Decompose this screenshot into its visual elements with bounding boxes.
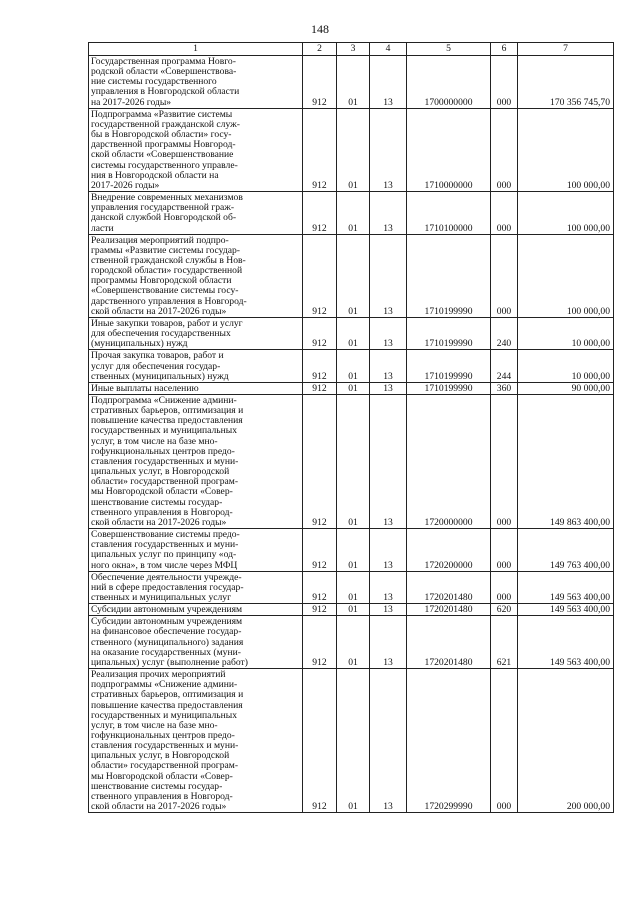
row-subsection: 13 xyxy=(370,56,407,109)
row-subsection: 13 xyxy=(370,669,407,813)
row-expense-type: 000 xyxy=(491,669,518,813)
row-admin-code: 912 xyxy=(303,56,337,109)
row-expense-type: 000 xyxy=(491,529,518,572)
row-target-article: 1720201480 xyxy=(407,616,491,669)
header-col-7: 7 xyxy=(518,43,614,56)
table-row xyxy=(89,529,614,572)
table-row xyxy=(89,669,614,813)
table-row xyxy=(89,317,614,349)
table-row xyxy=(89,350,614,382)
row-amount: 149 563 400,00 xyxy=(518,571,614,603)
row-section: 01 xyxy=(337,108,370,191)
row-section: 01 xyxy=(337,192,370,235)
row-section: 01 xyxy=(337,382,370,394)
page-number: 148 xyxy=(311,22,329,36)
table-row xyxy=(89,616,614,669)
row-description: Реализация мероприятий подпро- граммы «Развитие системы государ- ственной гражданской службы в Нов- городской области» государственной программы Новгородской области «Совершенствование системы госу- дарственного управления в Новгород- ской области на 2017-2026 годы» xyxy=(89,234,303,317)
row-amount: 90 000,00 xyxy=(518,382,614,394)
row-admin-code: 912 xyxy=(303,382,337,394)
row-section: 01 xyxy=(337,571,370,603)
row-target-article: 1710199990 xyxy=(407,350,491,382)
row-admin-code: 912 xyxy=(303,616,337,669)
header-col-1: 1 xyxy=(89,43,303,56)
table-row xyxy=(89,604,614,616)
row-description: Подпрограмма «Развитие системы государственной гражданской служ- бы в Новгородской области» госу- дарственной программы Новгород- ской области «Совершенствование системы государственного управле- ния в Новгородской области на 2017-2026 годы» xyxy=(89,108,303,191)
header-col-4: 4 xyxy=(370,43,407,56)
row-target-article: 1710100000 xyxy=(407,192,491,235)
row-expense-type: 000 xyxy=(491,108,518,191)
row-target-article: 1710000000 xyxy=(407,108,491,191)
row-expense-type: 621 xyxy=(491,616,518,669)
header-col-5: 5 xyxy=(407,43,491,56)
row-subsection: 13 xyxy=(370,108,407,191)
row-section: 01 xyxy=(337,395,370,529)
header-col-2: 2 xyxy=(303,43,337,56)
header-col-3: 3 xyxy=(337,43,370,56)
row-target-article: 1700000000 xyxy=(407,56,491,109)
row-description: Иные выплаты населению xyxy=(89,382,303,394)
budget-table xyxy=(88,42,614,813)
row-subsection: 13 xyxy=(370,382,407,394)
row-description: Субсидии автономным учреждениям xyxy=(89,604,303,616)
row-section: 01 xyxy=(337,604,370,616)
row-amount: 10 000,00 xyxy=(518,317,614,349)
table-row xyxy=(89,395,614,529)
row-target-article: 1720299990 xyxy=(407,669,491,813)
row-target-article: 1720200000 xyxy=(407,529,491,572)
row-section: 01 xyxy=(337,317,370,349)
row-target-article: 1720000000 xyxy=(407,395,491,529)
row-expense-type: 000 xyxy=(491,192,518,235)
row-target-article: 1720201480 xyxy=(407,604,491,616)
row-amount: 170 356 745,70 xyxy=(518,56,614,109)
row-admin-code: 912 xyxy=(303,192,337,235)
row-section: 01 xyxy=(337,350,370,382)
row-admin-code: 912 xyxy=(303,317,337,349)
row-description: Прочая закупка товаров, работ и услуг для обеспечения государ- ственных (муниципальных) нужд xyxy=(89,350,303,382)
row-admin-code: 912 xyxy=(303,571,337,603)
row-expense-type: 000 xyxy=(491,571,518,603)
row-subsection: 13 xyxy=(370,571,407,603)
row-amount: 149 563 400,00 xyxy=(518,604,614,616)
table-row xyxy=(89,192,614,235)
row-subsection: 13 xyxy=(370,616,407,669)
row-description: Подпрограмма «Снижение админи- стративных барьеров, оптимизация и повышение качества предоставления государственных и муниципальных услуг, в том числе на базе мно- гофункциональных центров предо- ставления государственных и муни- ципальных услуг, в Новгородской области» государственной програм- мы Новгородской области «Совер- шенствование системы государ- ственного управления в Новгород- ской области на 2017-2026 годы» xyxy=(89,395,303,529)
row-description: Субсидии автономным учреждениям на финансовое обеспечение государ- ственного (муниципального) задания на оказание государственных (муни- ципальных) услуг (выполнение работ) xyxy=(89,616,303,669)
row-subsection: 13 xyxy=(370,529,407,572)
row-description: Реализация прочих мероприятий подпрограммы «Снижение админи- стративных барьеров, оптимизация и повышение качества предоставления государственных и муниципальных услуг, в том числе на базе мно- гофункциональных центров предо- ставления государственных и муни- ципальных услуг, в Новгородской области» государственной програм- мы Новгородской области «Совер- шенствование системы государ- ственного управления в Новгород- ской области на 2017-2026 годы» xyxy=(89,669,303,813)
header-col-6: 6 xyxy=(491,43,518,56)
row-description: Совершенствование системы предо- ставления государственных и муни- ципальных услуг по принципу «од- ного окна», в том числе через МФЦ xyxy=(89,529,303,572)
row-description: Обеспечение деятельности учрежде- ний в сфере предоставления государ- ственных и муниципальных услуг xyxy=(89,571,303,603)
row-admin-code: 912 xyxy=(303,529,337,572)
row-amount: 100 000,00 xyxy=(518,234,614,317)
row-section: 01 xyxy=(337,669,370,813)
row-admin-code: 912 xyxy=(303,669,337,813)
row-target-article: 1720201480 xyxy=(407,571,491,603)
row-section: 01 xyxy=(337,529,370,572)
row-section: 01 xyxy=(337,616,370,669)
row-subsection: 13 xyxy=(370,234,407,317)
row-target-article: 1710199990 xyxy=(407,317,491,349)
row-expense-type: 240 xyxy=(491,317,518,349)
row-admin-code: 912 xyxy=(303,395,337,529)
row-admin-code: 912 xyxy=(303,604,337,616)
row-subsection: 13 xyxy=(370,395,407,529)
row-admin-code: 912 xyxy=(303,234,337,317)
row-admin-code: 912 xyxy=(303,108,337,191)
row-description: Иные закупки товаров, работ и услуг для обеспечения государственных (муниципальных) нужд xyxy=(89,317,303,349)
row-subsection: 13 xyxy=(370,350,407,382)
row-admin-code: 912 xyxy=(303,350,337,382)
row-subsection: 13 xyxy=(370,317,407,349)
row-description: Внедрение современных механизмов управления государственной граж- данской службой Новгородской об- ласти xyxy=(89,192,303,235)
row-amount: 10 000,00 xyxy=(518,350,614,382)
table-row xyxy=(89,382,614,394)
row-expense-type: 360 xyxy=(491,382,518,394)
row-amount: 149 763 400,00 xyxy=(518,529,614,572)
row-target-article: 1710199990 xyxy=(407,234,491,317)
table-row xyxy=(89,234,614,317)
row-expense-type: 620 xyxy=(491,604,518,616)
row-amount: 200 000,00 xyxy=(518,669,614,813)
table-row xyxy=(89,56,614,109)
row-target-article: 1710199990 xyxy=(407,382,491,394)
row-amount: 149 863 400,00 xyxy=(518,395,614,529)
row-amount: 100 000,00 xyxy=(518,192,614,235)
table-header-row xyxy=(89,43,614,56)
row-subsection: 13 xyxy=(370,192,407,235)
row-section: 01 xyxy=(337,56,370,109)
row-expense-type: 244 xyxy=(491,350,518,382)
row-expense-type: 000 xyxy=(491,395,518,529)
row-expense-type: 000 xyxy=(491,56,518,109)
table-row xyxy=(89,108,614,191)
row-subsection: 13 xyxy=(370,604,407,616)
row-amount: 149 563 400,00 xyxy=(518,616,614,669)
row-expense-type: 000 xyxy=(491,234,518,317)
row-description: Государственная программа Новго- родской области «Совершенствова- ние системы государственного управления в Новгородской области на 2017-2026 годы» xyxy=(89,56,303,109)
row-amount: 100 000,00 xyxy=(518,108,614,191)
row-section: 01 xyxy=(337,234,370,317)
table-row xyxy=(89,571,614,603)
